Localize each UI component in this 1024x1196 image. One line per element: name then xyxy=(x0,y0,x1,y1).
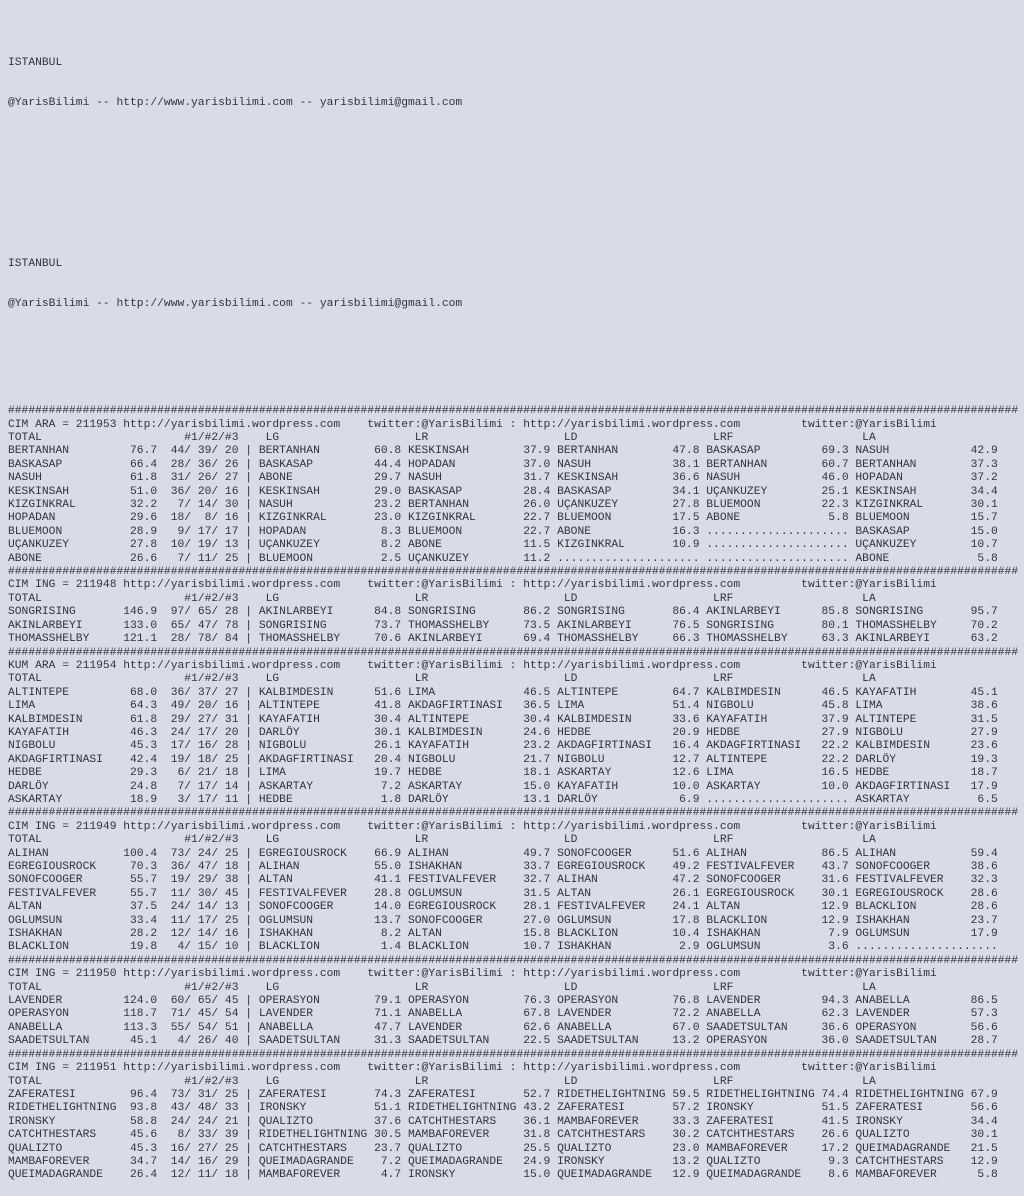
table-row: KESKINSAH 51.0 36/ 20/ 16 | KESKINSAH 29.0 BASKASAP 28.4 BASKASAP 34.1 UÇANKUZEY 25.1 KESKINSAH 34.4 xyxy=(8,485,1005,498)
table-row: BLACKLION 19.8 4/ 15/ 10 | BLACKLION 1.4 BLACKLION 10.7 ISHAKHAN 2.9 OGLUMSUN 3.6 ..................... xyxy=(8,941,1005,954)
table-row: THOMASSHELBY 121.1 28/ 78/ 84 | THOMASSHELBY 70.6 AKINLARBEYI 69.4 THOMASSHELBY 66.3 THOMASSHELBY 63.3 AKINLARBEYI 63.2 xyxy=(8,633,1005,646)
header-line: ISTANBUL xyxy=(8,56,63,69)
table-row: DARLÖY 24.8 7/ 17/ 14 | ASKARTAY 7.2 ASKARTAY 15.0 KAYAFATIH 10.0 ASKARTAY 10.0 AKDAGFIRTINASI 17.9 xyxy=(8,780,1005,793)
table-row: IRONSKY 58.8 24/ 24/ 21 | QUALIZTO 37.6 CATCHTHESTARS 36.1 MAMBAFOREVER 33.3 ZAFERATESI 41.5 IRONSKY 34.4 xyxy=(8,1115,1005,1128)
table-row: OPERASYON 118.7 71/ 45/ 54 | LAVENDER 71.1 ANABELLA 67.8 LAVENDER 72.2 ANABELLA 62.3 LAVENDER 57.3 xyxy=(8,1008,1005,1021)
table-row: ALIHAN 100.4 73/ 24/ 25 | EGREGIOUSROCK 66.9 ALIHAN 49.7 SONOFCOOGER 51.6 ALIHAN 86.5 ALIHAN 59.4 xyxy=(8,847,1005,860)
section-separator: ##################################################################################################################################################### xyxy=(8,646,1019,659)
table-row: HEDBE 29.3 6/ 21/ 18 | LIMA 19.7 HEDBE 18.1 ASKARTAY 12.6 LIMA 16.5 HEDBE 18.7 xyxy=(8,767,1005,780)
table-row: BLUEMOON 28.9 9/ 17/ 17 | HOPADAN 8.3 BLUEMOON 22.7 ABONE 16.3 ..................... BASKASAP 15.0 xyxy=(8,525,1005,538)
section-title: CIM ING = 211949 http://yarisbilimi.wordpress.com twitter:@YarisBilimi : http://yarisbilimi.wordpress.com twitter:@YarisBilimi xyxy=(8,820,937,833)
table-row: KIZGINKRAL 32.2 7/ 14/ 30 | NASUH 23.2 BERTANHAN 26.0 UÇANKUZEY 27.8 BLUEMOON 22.3 KIZGINKRAL 30.1 xyxy=(8,499,1005,512)
column-header-row: TOTAL #1/#2/#3 LG LR LD LRF LA xyxy=(8,981,1005,994)
table-row: LAVENDER 124.0 60/ 65/ 45 | OPERASYON 79.1 OPERASYON 76.3 OPERASYON 76.8 LAVENDER 94.3 ANABELLA 86.5 xyxy=(8,995,1005,1008)
table-row: ALTAN 37.5 24/ 14/ 13 | SONOFCOOGER 14.0 EGREGIOUSROCK 28.1 FESTIVALFEVER 24.1 ALTAN 12.9 BLACKLION 28.6 xyxy=(8,901,1005,914)
blank-line xyxy=(8,338,1024,351)
table-row: SAADETSULTAN 45.1 4/ 26/ 40 | SAADETSULTAN 31.3 SAADETSULTAN 22.5 SAADETSULTAN 13.2 OPERASYON 36.0 SAADETSULTAN 28.7 xyxy=(8,1035,1005,1048)
table-row: UÇANKUZEY 27.8 10/ 19/ 13 | UÇANKUZEY 8.2 ABONE 11.5 KIZGINKRAL 10.9 ..................... UÇANKUZEY 10.7 xyxy=(8,539,1005,552)
table-row: NIGBOLU 45.3 17/ 16/ 28 | NIGBOLU 26.1 KAYAFATIH 23.2 AKDAGFIRTINASI 16.4 AKDAGFIRTINASI 22.2 KALBIMDESIN 23.6 xyxy=(8,740,1005,753)
stats-sections xyxy=(8,405,1024,1183)
table-row: OGLUMSUN 33.4 11/ 17/ 25 | OGLUMSUN 13.7 SONOFCOOGER 27.0 OGLUMSUN 17.8 BLACKLION 12.9 ISHAKHAN 23.7 xyxy=(8,914,1005,927)
column-header-row: TOTAL #1/#2/#3 LG LR LD LRF LA xyxy=(8,432,1005,444)
table-row: EGREGIOUSROCK 70.3 36/ 47/ 18 | ALIHAN 55.0 ISHAKHAN 33.7 EGREGIOUSROCK 49.2 FESTIVALFEVER 43.7 SONOFCOOGER 38.6 xyxy=(8,861,1005,873)
table-row: AKINLARBEYI 133.0 65/ 47/ 78 | SONGRISING 73.7 THOMASSHELBY 73.5 AKINLARBEYI 76.5 SONGRISING 80.1 THOMASSHELBY 70.2 xyxy=(8,619,1005,632)
header-line: ISTANBUL xyxy=(8,257,63,270)
column-header-row: TOTAL #1/#2/#3 LG LR LD LRF LA xyxy=(8,673,1005,686)
section-title: CIM ING = 211950 http://yarisbilimi.wordpress.com twitter:@YarisBilimi : http://yarisbilimi.wordpress.com twitter:@YarisBilimi xyxy=(8,968,937,981)
table-row: MAMBAFOREVER 34.7 14/ 16/ 29 | QUEIMADAGRANDE 7.2 QUEIMADAGRANDE 24.9 IRONSKY 13.2 QUALIZTO 9.3 CATCHTHESTARS 12.9 xyxy=(8,1155,1005,1168)
table-row: SONOFCOOGER 55.7 19/ 29/ 38 | ALTAN 41.1 FESTIVALFEVER 32.7 ALIHAN 47.2 SONOFCOOGER 31.6 FESTIVALFEVER 32.3 xyxy=(8,874,1005,887)
column-header-row: TOTAL #1/#2/#3 LG LR LD LRF LA xyxy=(8,1075,1005,1088)
table-row: ZAFERATESI 96.4 73/ 31/ 25 | ZAFERATESI 74.3 ZAFERATESI 52.7 RIDETHELIGHTNING 59.5 RIDETHELIGHTNING 74.4 RIDETHELIGHTNING 67.9 xyxy=(8,1088,1005,1101)
table-row: ASKARTAY 18.9 3/ 17/ 11 | HEDBE 1.8 DARLÖY 13.1 DARLÖY 6.9 ..................... ASKARTAY 6.5 xyxy=(8,793,1005,806)
blank-line xyxy=(8,177,1024,190)
table-row: LIMA 64.3 49/ 20/ 16 | ALTINTEPE 41.8 AKDAGFIRTINASI 36.5 LIMA 51.4 NIGBOLU 45.8 LIMA 38.6 xyxy=(8,700,1005,713)
column-header-row: TOTAL #1/#2/#3 LG LR LD LRF LA xyxy=(8,834,1005,847)
table-row: HOPADAN 29.6 18/ 8/ 16 | KIZGINKRAL 23.0 KIZGINKRAL 22.7 BLUEMOON 17.5 ABONE 5.8 BLUEMOON 15.7 xyxy=(8,512,1005,525)
header-block xyxy=(8,30,1024,379)
table-row: KALBIMDESIN 61.8 29/ 27/ 31 | KAYAFATIH 30.4 ALTINTEPE 30.4 KALBIMDESIN 33.6 KAYAFATIH 37.9 ALTINTEPE 31.5 xyxy=(8,713,1005,726)
table-row: NASUH 61.8 31/ 26/ 27 | ABONE 29.7 NASUH 31.7 KESKINSAH 36.6 NASUH 46.0 HOPADAN 37.2 xyxy=(8,472,1005,485)
table-row: ABONE 26.6 7/ 11/ 25 | BLUEMOON 2.5 UÇANKUZEY 11.2 ..................... ..................... ABONE 5.8 xyxy=(8,552,1005,565)
header-line: @YarisBilimi -- http://www.yarisbilimi.com -- yarisbilimi@gmail.com xyxy=(8,297,463,310)
section-title: CIM ARA = 211953 http://yarisbilimi.wordpress.com twitter:@YarisBilimi : http://yarisbilimi.wordpress.com twitter:@YarisBilimi xyxy=(8,418,937,431)
table-row: QUALIZTO 45.3 16/ 27/ 25 | CATCHTHESTARS 23.7 QUALIZTO 25.5 QUALIZTO 23.0 MAMBAFOREVER 17.2 QUEIMADAGRANDE 21.5 xyxy=(8,1142,1005,1155)
section-title: KUM ARA = 211954 http://yarisbilimi.wordpress.com twitter:@YarisBilimi : http://yarisbilimi.wordpress.com twitter:@YarisBilimi xyxy=(8,659,937,672)
section-separator: ##################################################################################################################################################### xyxy=(8,566,1019,579)
table-row: ISHAKHAN 28.2 12/ 14/ 16 | ISHAKHAN 8.2 ALTAN 15.8 BLACKLION 10.4 ISHAKHAN 7.9 OGLUMSUN 17.9 xyxy=(8,928,1005,941)
section-separator: ##################################################################################################################################################### xyxy=(8,1048,1019,1061)
table-row: QUEIMADAGRANDE 26.4 12/ 11/ 18 | MAMBAFOREVER 4.7 IRONSKY 15.0 QUEIMADAGRANDE 12.9 QUEIMADAGRANDE 8.6 MAMBAFOREVER 5.8 xyxy=(8,1169,1005,1182)
table-row: BASKASAP 66.4 28/ 36/ 26 | BASKASAP 44.4 HOPADAN 37.0 NASUH 38.1 BERTANHAN 60.7 BERTANHAN 37.3 xyxy=(8,458,1005,471)
table-row: ANABELLA 113.3 55/ 54/ 51 | ANABELLA 47.7 LAVENDER 62.6 ANABELLA 67.0 SAADETSULTAN 36.6 OPERASYON 56.6 xyxy=(8,1021,1005,1034)
section-separator: ##################################################################################################################################################### xyxy=(8,405,1019,418)
section-separator: ##################################################################################################################################################### xyxy=(8,807,1019,820)
table-row: AKDAGFIRTINASI 42.4 19/ 18/ 25 | AKDAGFIRTINASI 20.4 NIGBOLU 21.7 NIGBOLU 12.7 ALTINTEPE 22.2 DARLÖY 19.3 xyxy=(8,753,1005,766)
table-row: CATCHTHESTARS 45.6 8/ 33/ 39 | RIDETHELIGHTNING 30.5 MAMBAFOREVER 31.8 CATCHTHESTARS 30.2 CATCHTHESTARS 26.6 QUALIZTO 30.1 xyxy=(8,1129,1005,1142)
header-line: @YarisBilimi -- http://www.yarisbilimi.com -- yarisbilimi@gmail.com xyxy=(8,96,463,109)
column-header-row: TOTAL #1/#2/#3 LG LR LD LRF LA xyxy=(8,592,1005,605)
section-separator: ##################################################################################################################################################### xyxy=(8,954,1019,967)
table-row: SONGRISING 146.9 97/ 65/ 28 | AKINLARBEYI 84.8 SONGRISING 86.2 SONGRISING 86.4 AKINLARBEYI 85.8 SONGRISING 95.7 xyxy=(8,606,1005,619)
table-row: ALTINTEPE 68.0 36/ 37/ 27 | KALBIMDESIN 51.6 LIMA 46.5 ALTINTEPE 64.7 KALBIMDESIN 46.5 KAYAFATIH 45.1 xyxy=(8,686,1005,699)
blank-line xyxy=(8,218,1024,231)
table-row: KAYAFATIH 46.3 24/ 17/ 20 | DARLÖY 30.1 KALBIMDESIN 24.6 HEDBE 20.9 HEDBE 27.9 NIGBOLU 27.9 xyxy=(8,726,1005,739)
section-title: CIM ING = 211948 http://yarisbilimi.wordpress.com twitter:@YarisBilimi : http://yarisbilimi.wordpress.com twitter:@YarisBilimi xyxy=(8,579,937,592)
table-row: FESTIVALFEVER 55.7 11/ 30/ 45 | FESTIVALFEVER 28.8 OGLUMSUN 31.5 ALTAN 26.1 EGREGIOUSROCK 30.1 EGREGIOUSROCK 28.6 xyxy=(8,887,1005,900)
table-row: RIDETHELIGHTNING 93.8 43/ 48/ 33 | IRONSKY 51.1 RIDETHELIGHTNING 43.2 ZAFERATESI 57.2 IRONSKY 51.5 ZAFERATESI 56.6 xyxy=(8,1102,1005,1115)
blank-line xyxy=(8,137,1024,150)
table-row: BERTANHAN 76.7 44/ 39/ 20 | BERTANHAN 60.8 KESKINSAH 37.9 BERTANHAN 47.8 BASKASAP 69.3 NASUH 42.9 xyxy=(8,445,1005,458)
section-title: CIM ING = 211951 http://yarisbilimi.wordpress.com twitter:@YarisBilimi : http://yarisbilimi.wordpress.com twitter:@YarisBilimi xyxy=(8,1062,937,1075)
